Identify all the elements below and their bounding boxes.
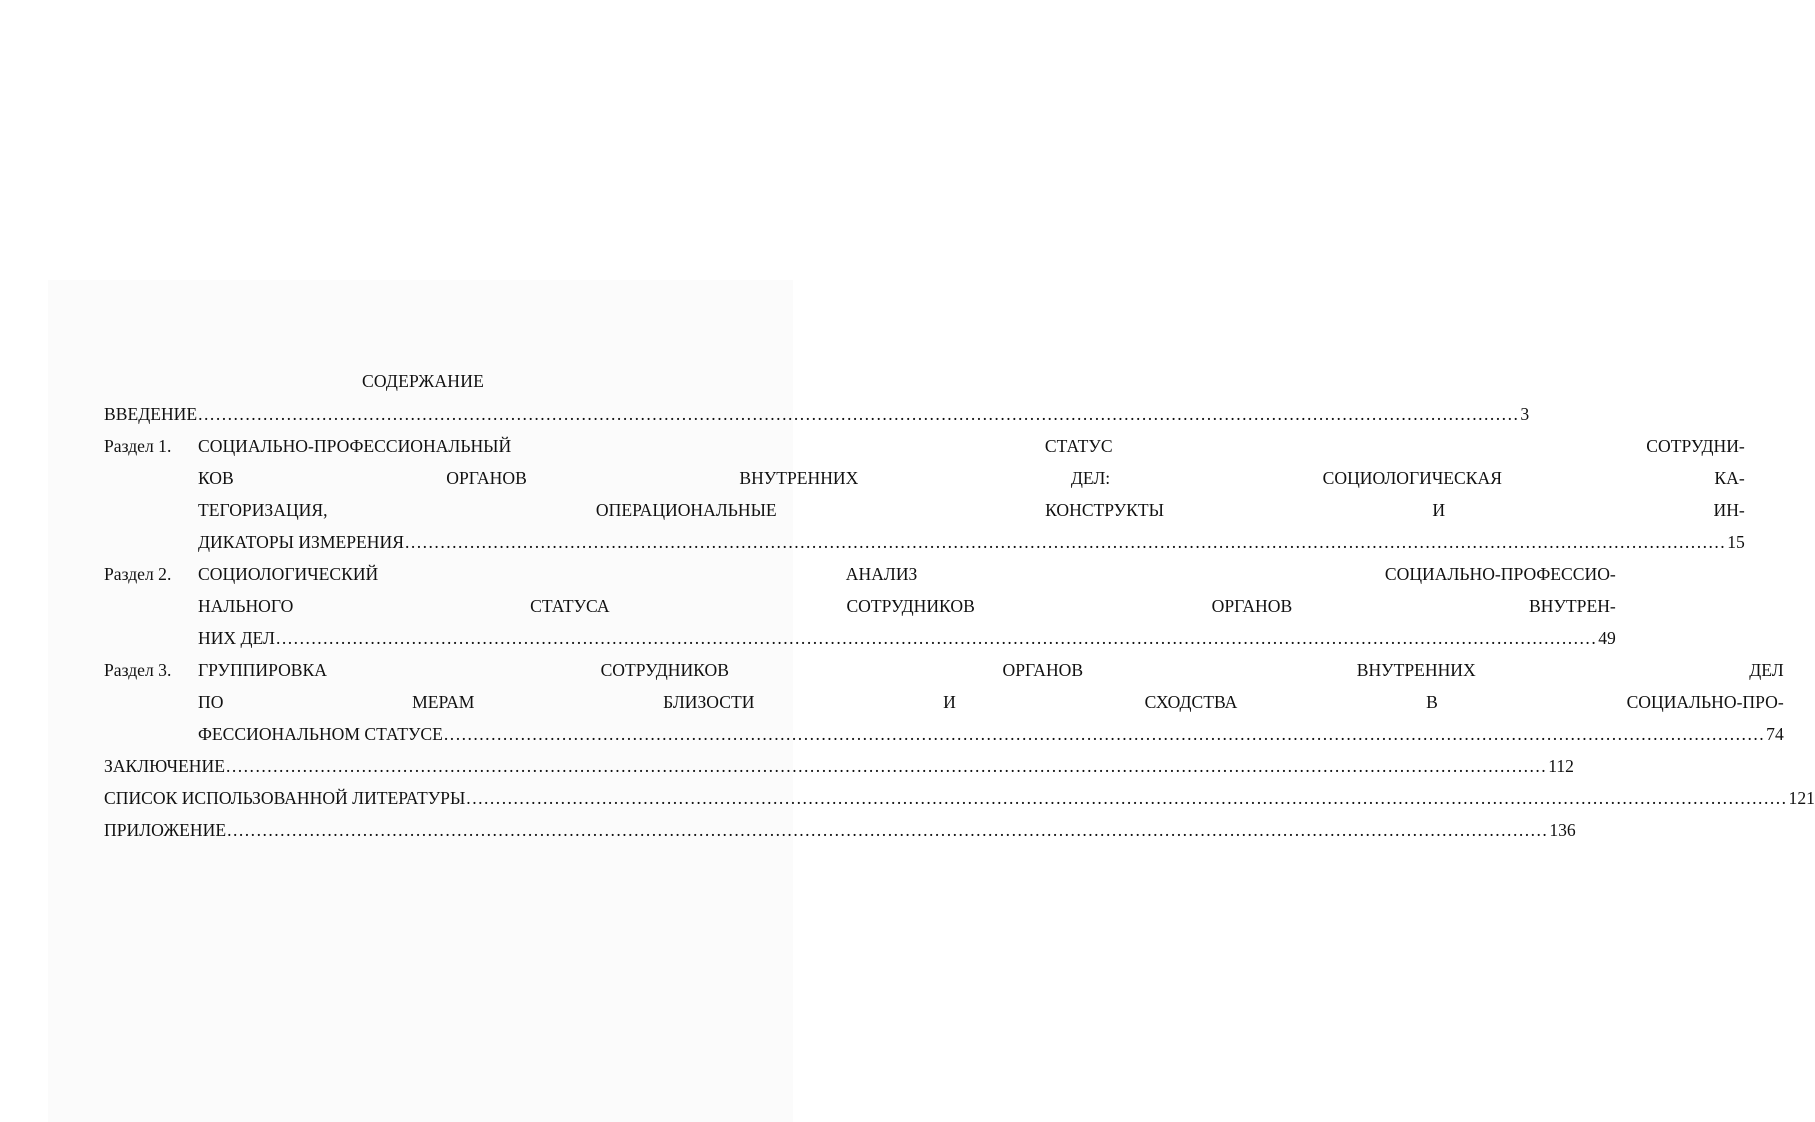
toc-entry-conclusion[interactable] — [104, 750, 1574, 782]
section-title-last-line — [198, 718, 1784, 750]
title-word: СОТРУДНИКОВ — [846, 596, 975, 616]
table-of-contents — [104, 366, 1815, 846]
title-word: И — [1432, 500, 1446, 520]
toc-entry-label: ФЕССИОНАЛЬНОМ СТАТУСЕ — [198, 724, 443, 744]
toc-page-number: 74 — [1766, 724, 1784, 744]
title-word: БЛИЗОСТИ — [663, 692, 755, 712]
title-word: ОРГАНОВ — [1211, 596, 1293, 616]
toc-page-number: 3 — [1520, 404, 1530, 424]
toc-entry-label: НИХ ДЕЛ — [198, 628, 275, 648]
title-word: ИН- — [1713, 500, 1745, 520]
toc-page-number: 15 — [1727, 532, 1745, 552]
dot-leader — [444, 718, 1765, 750]
section-title-last-line — [198, 622, 1616, 654]
dot-leader — [198, 398, 1519, 430]
title-word: В — [1426, 692, 1438, 712]
toc-title: СОДЕРЖАНИЕ — [361, 371, 485, 391]
toc-entry-label: ВВЕДЕНИЕ — [104, 404, 198, 424]
section-number: Раздел 1. — [104, 436, 172, 456]
title-word: КОВ — [198, 468, 234, 488]
section-title — [198, 654, 1784, 750]
title-word: СОТРУДНИ- — [1646, 436, 1745, 456]
title-word: СОЦИОЛОГИЧЕСКАЯ — [1322, 468, 1502, 488]
dot-leader — [227, 814, 1548, 846]
title-word: КОНСТРУКТЫ — [1045, 500, 1164, 520]
toc-entry-appendix[interactable] — [104, 814, 1576, 846]
toc-entry-label: ПРИЛОЖЕНИЕ — [104, 820, 227, 840]
title-word: СОЦИАЛЬНО-ПРОФЕССИО- — [1384, 564, 1616, 584]
toc-entry-intro[interactable] — [104, 398, 1530, 430]
title-word: СТАТУС — [1044, 436, 1113, 456]
title-word: НАЛЬНОГО — [198, 596, 294, 616]
toc-page-number: 112 — [1548, 756, 1574, 776]
section-title — [198, 430, 1745, 558]
section-title-line — [198, 686, 1784, 718]
section-title-line — [198, 462, 1745, 494]
section-title-last-line — [198, 526, 1745, 558]
title-word: ОРГАНОВ — [1002, 660, 1084, 680]
toc-entry-section-3[interactable] — [104, 654, 1784, 750]
section-title-line — [198, 590, 1616, 622]
dot-leader — [226, 750, 1547, 782]
toc-entry-section-1[interactable] — [104, 430, 1745, 558]
section-title-line — [198, 558, 1616, 590]
title-word: СТАТУСА — [530, 596, 610, 616]
title-word: ВНУТРЕННИХ — [1356, 660, 1476, 680]
toc-entry-label: СПИСОК ИСПОЛЬЗОВАННОЙ ЛИТЕРАТУРЫ — [104, 788, 466, 808]
section-number: Раздел 2. — [104, 564, 172, 584]
title-word: ТЕГОРИЗАЦИЯ, — [198, 500, 328, 520]
title-word: ОПЕРАЦИОНАЛЬНЫЕ — [595, 500, 777, 520]
section-title-line — [198, 494, 1745, 526]
title-word: ВНУТРЕН- — [1529, 596, 1616, 616]
toc-sections — [104, 430, 1784, 750]
section-title-line — [198, 430, 1745, 462]
section-title — [198, 558, 1616, 654]
title-word: СОЦИОЛОГИЧЕСКИЙ — [198, 564, 379, 584]
toc-entry-section-2[interactable] — [104, 558, 1616, 654]
toc-entry-references[interactable] — [104, 782, 1815, 814]
title-word: АНАЛИЗ — [845, 564, 918, 584]
title-word: ДЕЛ: — [1070, 468, 1111, 488]
toc-page-number: 49 — [1598, 628, 1616, 648]
toc-page-number: 121 — [1788, 788, 1815, 808]
title-word: ОРГАНОВ — [446, 468, 527, 488]
title-word: КА- — [1714, 468, 1745, 488]
dot-leader — [276, 622, 1597, 654]
title-word: СОТРУДНИКОВ — [600, 660, 729, 680]
title-word: МЕРАМ — [412, 692, 475, 712]
title-word: И — [943, 692, 956, 712]
title-word: СХОДСТВА — [1144, 692, 1238, 712]
title-word: СОЦИАЛЬНО-ПРОФЕССИОНАЛЬНЫЙ — [198, 436, 512, 456]
title-word: ВНУТРЕННИХ — [739, 468, 859, 488]
dot-leader — [466, 782, 1787, 814]
dot-leader — [405, 526, 1726, 558]
title-word: ПО — [198, 692, 224, 712]
section-number: Раздел 3. — [104, 660, 172, 680]
toc-page-number: 136 — [1549, 820, 1576, 840]
title-word: ГРУППИРОВКА — [198, 660, 327, 680]
section-title-line — [198, 654, 1784, 686]
title-word: СОЦИАЛЬНО-ПРО- — [1626, 692, 1784, 712]
toc-entry-label: ДИКАТОРЫ ИЗМЕРЕНИЯ — [198, 532, 404, 552]
title-word: ДЕЛ — [1749, 660, 1784, 680]
toc-entry-label: ЗАКЛЮЧЕНИЕ — [104, 756, 225, 776]
